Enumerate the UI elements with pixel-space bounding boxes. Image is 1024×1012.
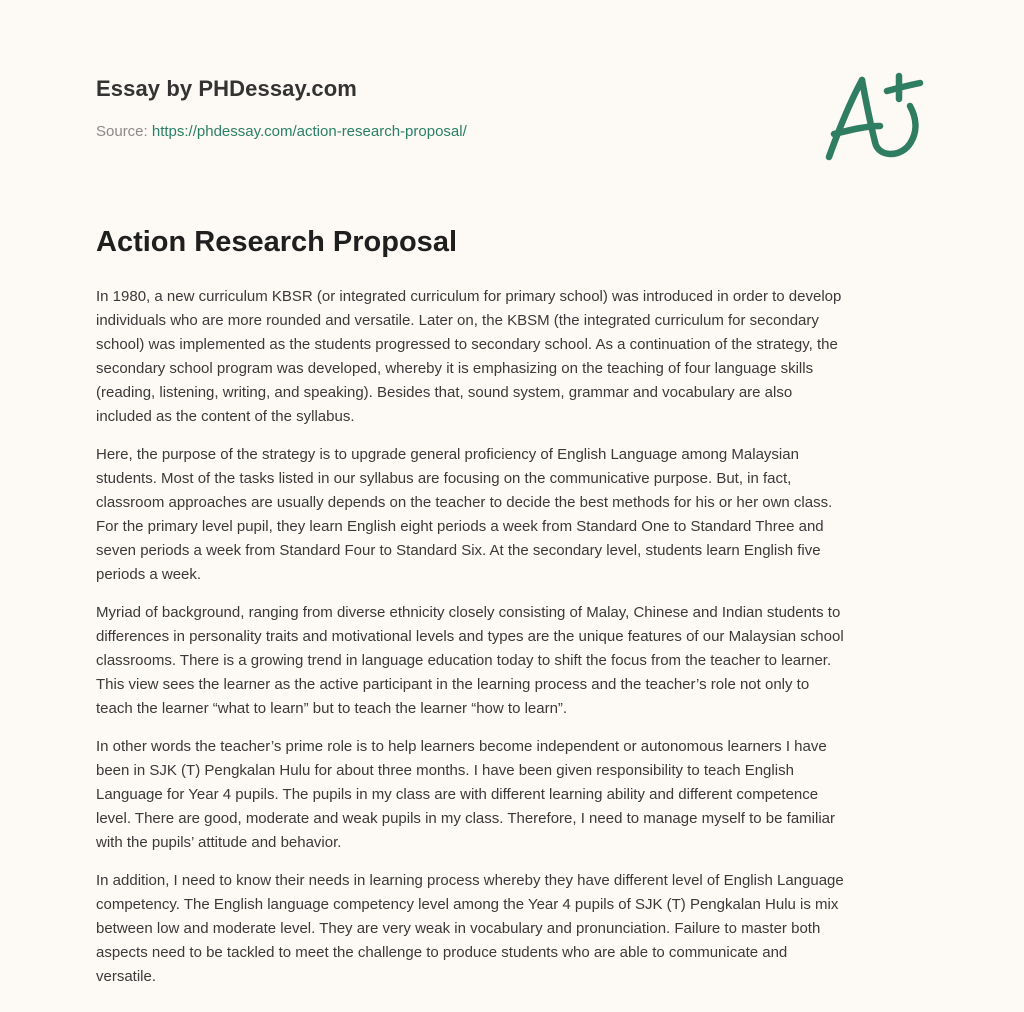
text-line: Language for Year 4 pupils. The pupils in my class are with different learning ability and different competence [96, 786, 819, 803]
text-line: with the pupils’ attitude and behavior. [96, 834, 342, 851]
text-line: For the primary level pupil, they learn English eight periods a week from Standard One to Standard Three and [96, 518, 824, 535]
text-line: seven periods a week from Standard Four to Standard Six. At the secondary level, students learn English five [96, 542, 821, 559]
text-line: been in SJK (T) Pengkalan Hulu for about three months. I have been given responsibility to teach English [96, 762, 794, 779]
text-line: This view sees the learner as the active participant in the learning process and the teacher’s role not only to [96, 676, 810, 693]
text-line: school) was implemented as the students progressed to secondary school. As a continuation of the strategy, the [96, 336, 838, 353]
text-line: classrooms. There is a growing trend in language education today to shift the focus from the teacher to learner. [96, 652, 832, 669]
paragraph-4 [96, 735, 946, 855]
text-line: students. Most of the tasks listed in our syllabus are focusing on the communicative purpose. But, in fact, [96, 470, 792, 487]
text-line: individuals who are more rounded and versatile. Later on, the KBSM (the integrated curriculum for secondary [96, 312, 819, 329]
document-title: Action Research Proposal [96, 226, 457, 258]
text-line: Here, the purpose of the strategy is to upgrade general proficiency of English Language among Malaysian [96, 446, 799, 463]
text-line: (reading, listening, writing, and speaking). Besides that, sound system, grammar and vocabulary are also [96, 384, 793, 401]
paragraph-2 [96, 443, 946, 587]
paragraph-5 [96, 869, 946, 989]
brand-title: Essay by PHDessay.com [96, 76, 357, 101]
text-line: versatile. [96, 968, 157, 985]
text-line: classroom approaches are usually depends on the teacher to decide the best methods for his or her own class. [96, 494, 833, 511]
source-line [96, 123, 467, 140]
text-line: aspects need to be tackled to meet the challenge to produce students who are able to communicate and [96, 944, 788, 961]
essay-body [96, 285, 946, 1003]
text-line: differences in personality traits and motivational levels and types are the unique features of our Malaysian school [96, 628, 844, 645]
text-line: In 1980, a new curriculum KBSR (or integrated curriculum for primary school) was introduced in order to develop [96, 288, 842, 305]
text-line: level. There are good, moderate and weak pupils in my class. Therefore, I need to manage myself to be familiar [96, 810, 835, 827]
text-line: teach the learner “what to learn” but to teach the learner “how to learn”. [96, 700, 568, 717]
source-label: Source: [96, 123, 152, 140]
text-line: periods a week. [96, 566, 202, 583]
text-line: Myriad of background, ranging from diverse ethnicity closely consisting of Malay, Chinese and Indian students to [96, 604, 841, 621]
text-line: competency. The English language competency level among the Year 4 pupils of SJK (T) Pengkalan Hulu is mix [96, 896, 839, 913]
text-line: included as the content of the syllabus. [96, 408, 355, 425]
a-plus-grade-icon [820, 62, 930, 172]
paragraph-3 [96, 601, 946, 721]
paragraph-1 [96, 285, 946, 429]
text-line: secondary school program was developed, whereby it is emphasizing on the teaching of four language skills [96, 360, 814, 377]
source-link[interactable]: https://phdessay.com/action-research-proposal/ [151, 123, 467, 140]
text-line: In addition, I need to know their needs in learning process whereby they have different level of English Language [96, 872, 844, 889]
text-line: between low and moderate level. They are very weak in vocabulary and pronunciation. Failure to master both [96, 920, 821, 937]
text-line: In other words the teacher’s prime role is to help learners become independent or autonomous learners I have [96, 738, 827, 755]
